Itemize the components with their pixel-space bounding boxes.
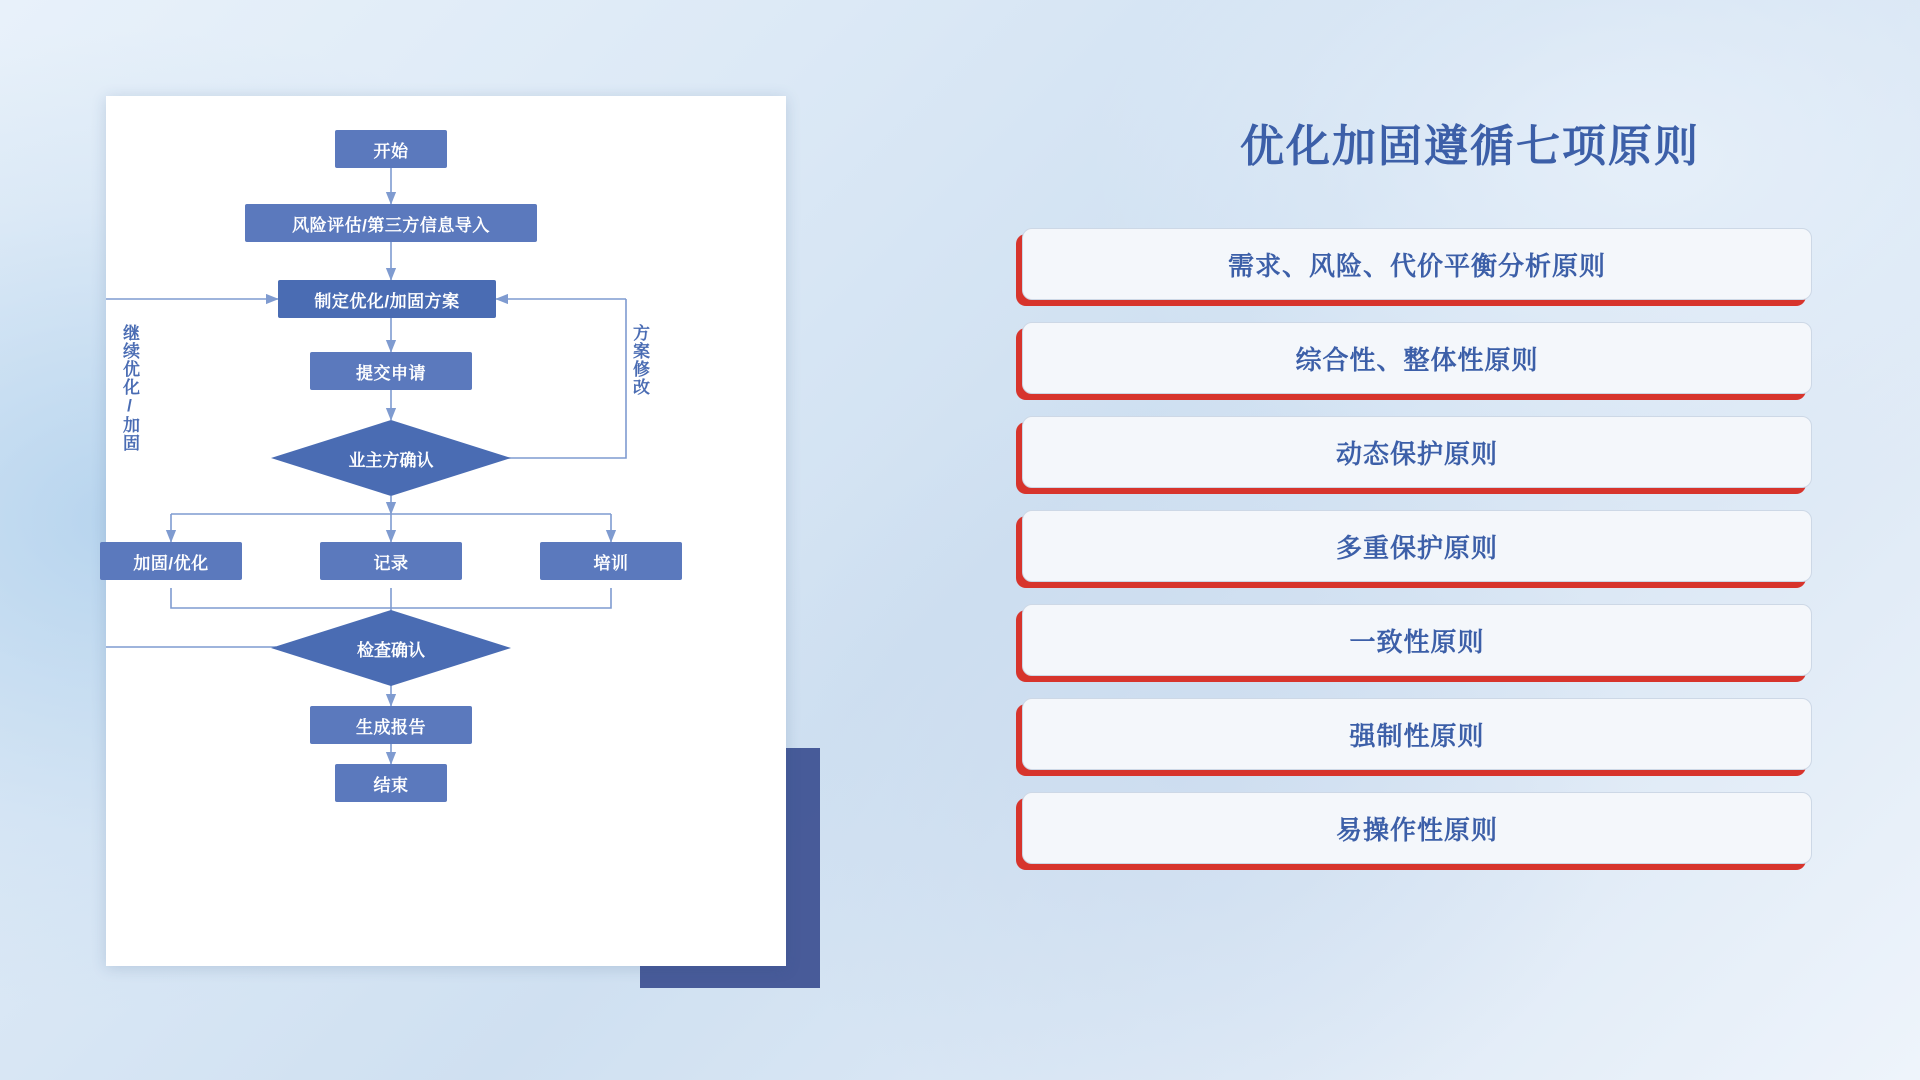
flow-node-label: 开始 xyxy=(373,141,409,161)
flow-node-label: 风险评估/第三方信息导入 xyxy=(292,215,490,235)
flow-node-report[interactable] xyxy=(310,706,472,744)
flow-node-label: 制定优化/加固方案 xyxy=(314,291,460,311)
flow-edge-label-left: 继续优化/加固 xyxy=(120,324,140,452)
principle-label: 易操作性原则 xyxy=(1335,814,1498,845)
flow-node-label: 检查确认 xyxy=(357,640,425,660)
page-title: 优化加固遵循七项原则 xyxy=(1240,122,1700,171)
principle-item-6[interactable] xyxy=(1022,698,1812,770)
principle-label: 综合性、整体性原则 xyxy=(1295,344,1539,375)
principle-item-7[interactable] xyxy=(1022,792,1812,864)
flow-node-training[interactable] xyxy=(540,542,682,580)
flow-node-label: 业主方确认 xyxy=(348,450,434,470)
flow-node-label: 记录 xyxy=(373,553,409,573)
flow-node-label: 生成报告 xyxy=(356,717,426,737)
flow-node-label: 培训 xyxy=(593,553,629,573)
flow-node-end[interactable] xyxy=(335,764,447,802)
flow-edge-label-right: 方案修改 xyxy=(630,324,650,396)
principle-label: 多重保护原则 xyxy=(1335,532,1498,563)
principle-item-3[interactable] xyxy=(1022,416,1812,488)
principle-label: 强制性原则 xyxy=(1349,720,1485,751)
flow-node-label: 提交申请 xyxy=(356,363,426,383)
flow-node-start[interactable] xyxy=(335,130,447,168)
principle-item-4[interactable] xyxy=(1022,510,1812,582)
principle-label: 需求、风险、代价平衡分析原则 xyxy=(1227,250,1606,281)
principle-item-2[interactable] xyxy=(1022,322,1812,394)
flow-node-submit[interactable] xyxy=(310,352,472,390)
principle-item-1[interactable] xyxy=(1022,228,1812,300)
flow-node-record[interactable] xyxy=(320,542,462,580)
principle-label: 动态保护原则 xyxy=(1335,438,1498,469)
flowchart-card xyxy=(106,96,786,966)
flow-node-owner-confirm[interactable] xyxy=(271,420,511,496)
principle-list xyxy=(1022,228,1812,886)
flowchart xyxy=(106,96,786,966)
flow-node-plan[interactable] xyxy=(278,280,496,318)
flow-node-reinforce[interactable] xyxy=(100,542,242,580)
flow-node-risk-assessment[interactable] xyxy=(245,204,537,242)
flow-node-label: 加固/优化 xyxy=(133,553,209,573)
principle-label: 一致性原则 xyxy=(1349,626,1485,657)
flow-node-label: 结束 xyxy=(373,775,409,795)
principle-item-5[interactable] xyxy=(1022,604,1812,676)
flow-node-check-confirm[interactable] xyxy=(271,610,511,686)
